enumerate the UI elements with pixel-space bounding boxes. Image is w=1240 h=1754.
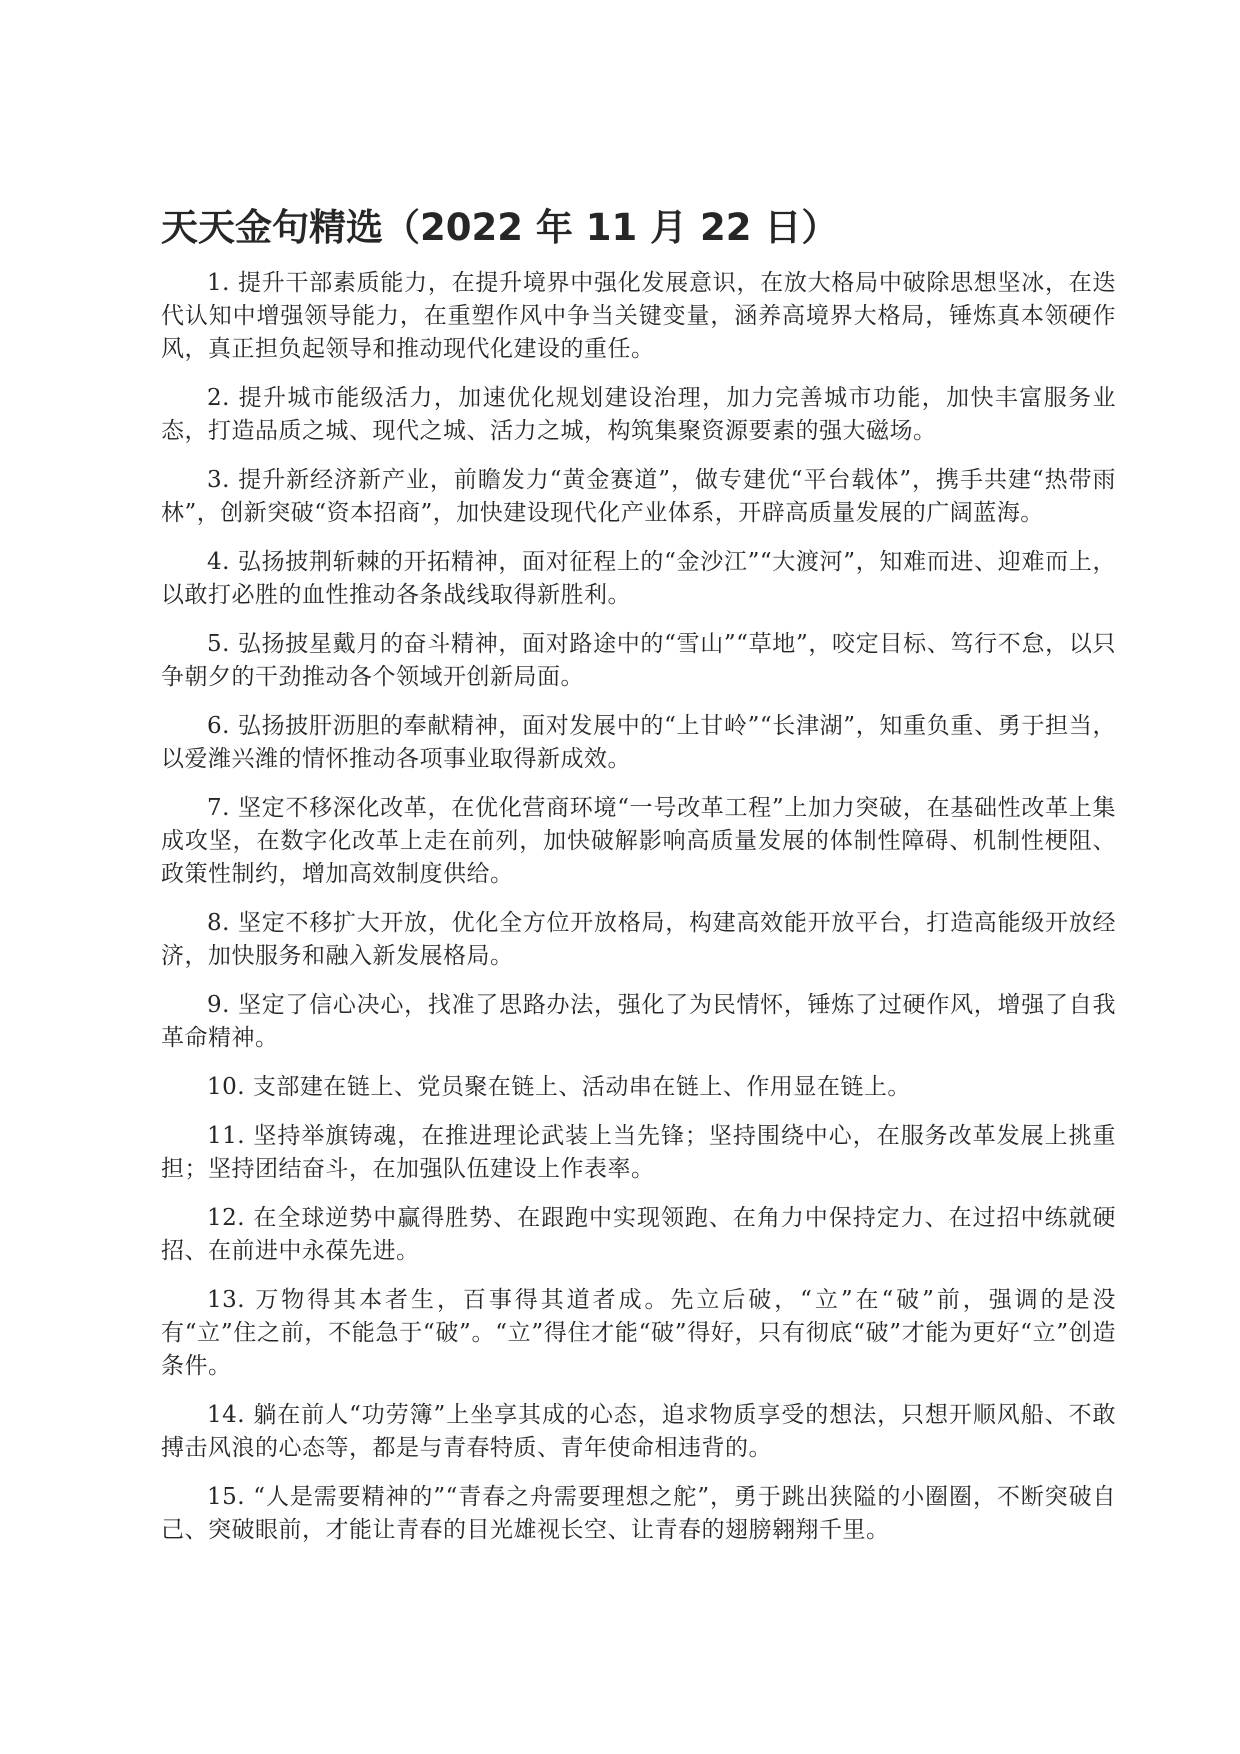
quote-paragraph-15: 15. “人是需要精神的”“青春之舟需要理想之舵”，勇于跳出狭隘的小圈圈，不断突破自己、突破眼前，才能让青春的目光雄视长空、让青春的翅膀翱翔千里。 (161, 1484, 1116, 1543)
quote-paragraph-9: 9. 坚定了信心决心，找准了思路办法，强化了为民情怀，锤炼了过硬作风，增强了自我革命精神。 (161, 992, 1116, 1051)
quote-paragraph-1: 1. 提升干部素质能力，在提升境界中强化发展意识，在放大格局中破除思想坚冰，在迭代认知中增强领导能力，在重塑作风中争当关键变量，涵养高境界大格局，锤炼真本领硬作风，真正担负起领导和推动现代化建设的重任。 (161, 270, 1116, 362)
quote-paragraph-10: 10. 支部建在链上、党员聚在链上、活动串在链上、作用显在链上。 (207, 1074, 911, 1100)
quote-paragraph-4: 4. 弘扬披荆斩棘的开拓精神，面对征程上的“金沙江”“大渡河”，知难而进、迎难而上，以敢打必胜的血性推动各条战线取得新胜利。 (161, 549, 1116, 608)
document-title: 天天金句精选（2022 年 11 月 22 日） (161, 206, 839, 249)
quote-paragraph-11: 11. 坚持举旗铸魂，在推进理论武装上当先锋；坚持围绕中心，在服务改革发展上挑重担；坚持团结奋斗，在加强队伍建设上作表率。 (161, 1123, 1116, 1182)
quote-paragraph-5: 5. 弘扬披星戴月的奋斗精神，面对路途中的“雪山”“草地”，咬定目标、笃行不怠，以只争朝夕的干劲推动各个领域开创新局面。 (161, 631, 1116, 690)
quote-paragraph-12: 12. 在全球逆势中赢得胜势、在跟跑中实现领跑、在角力中保持定力、在过招中练就硬招、在前进中永葆先进。 (161, 1205, 1116, 1264)
quote-paragraph-13: 13. 万物得其本者生，百事得其道者成。先立后破，“立”在“破”前，强调的是没有“立”住之前，不能急于“破”。“立”得住才能“破”得好，只有彻底“破”才能为更好“立”创造条件。 (161, 1287, 1116, 1379)
quote-paragraph-14: 14. 躺在前人“功劳簿”上坐享其成的心态，追求物质享受的想法，只想开顺风船、不敢搏击风浪的心态等，都是与青春特质、青年使命相违背的。 (161, 1402, 1116, 1461)
quote-paragraph-8: 8. 坚定不移扩大开放，优化全方位开放格局，构建高效能开放平台，打造高能级开放经济，加快服务和融入新发展格局。 (161, 910, 1116, 969)
quote-paragraph-3: 3. 提升新经济新产业，前瞻发力“黄金赛道”，做专建优“平台载体”，携手共建“热带雨林”，创新突破“资本招商”，加快建设现代化产业体系，开辟高质量发展的广阔蓝海。 (161, 467, 1116, 526)
quote-paragraph-6: 6. 弘扬披肝沥胆的奉献精神，面对发展中的“上甘岭”“长津湖”，知重负重、勇于担当，以爱潍兴潍的情怀推动各项事业取得新成效。 (161, 713, 1116, 772)
document-page (161, 203, 1116, 1563)
quote-paragraph-2: 2. 提升城市能级活力，加速优化规划建设治理，加力完善城市功能，加快丰富服务业态，打造品质之城、现代之城、活力之城，构筑集聚资源要素的强大磁场。 (161, 385, 1116, 444)
quote-paragraph-7: 7. 坚定不移深化改革，在优化营商环境“一号改革工程”上加力突破，在基础性改革上集成攻坚，在数字化改革上走在前列，加快破解影响高质量发展的体制性障碍、机制性梗阻、政策性制约，增加高效制度供给。 (161, 795, 1116, 887)
